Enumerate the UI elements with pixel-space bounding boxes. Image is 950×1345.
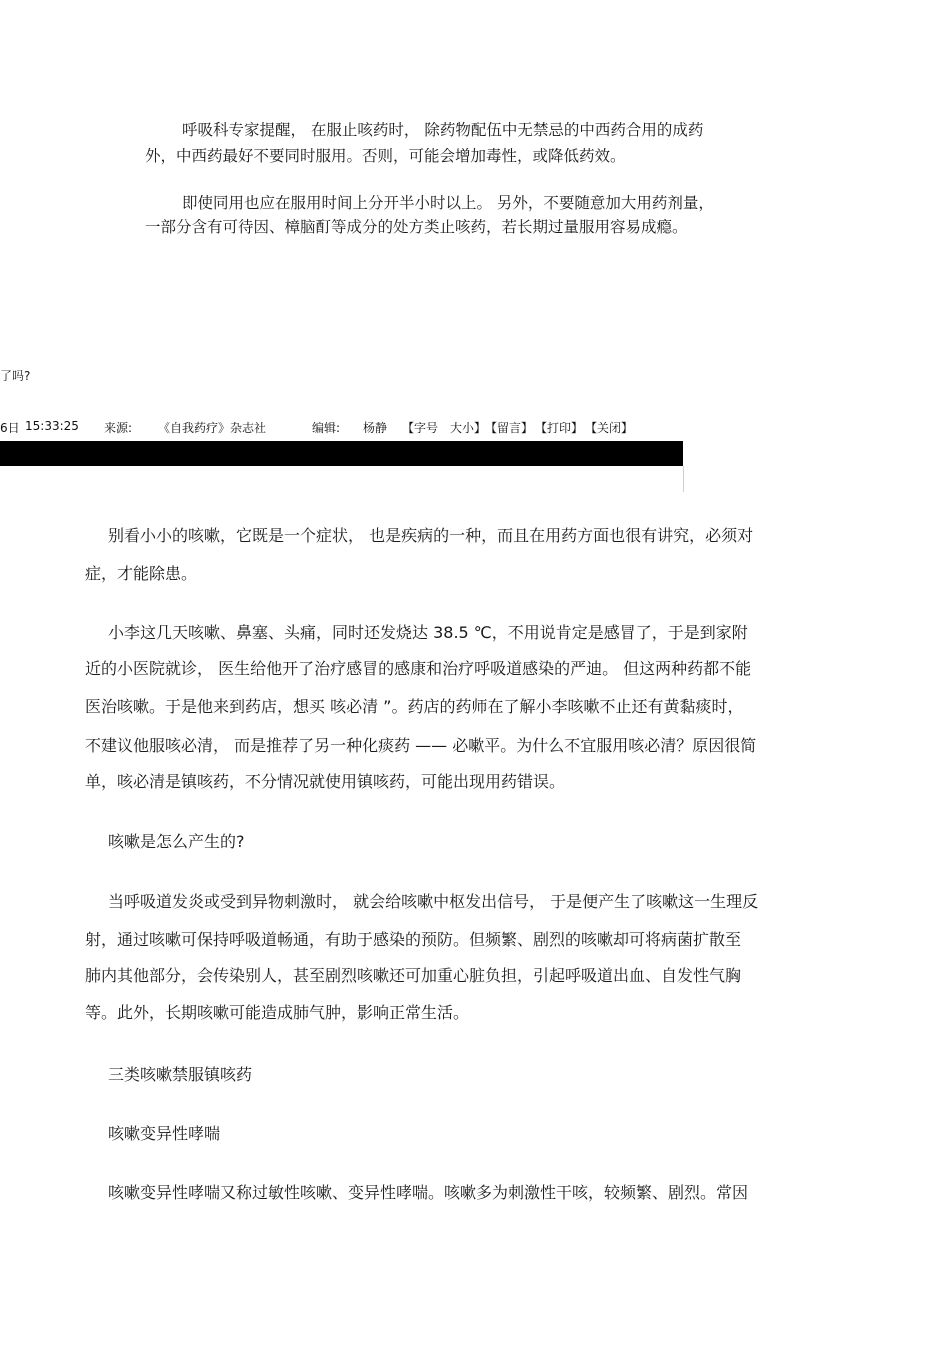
- meta-editor: 杨静: [363, 421, 388, 435]
- body-p2-line-1: 小李这几天咳嗽、鼻塞、头痛，同时还发烧达 38.5 ℃，不用说肯定是感冒了，于是到家附: [108, 623, 748, 642]
- section-heading-three-types: 三类咳嗽禁服镇咳药: [108, 1065, 253, 1084]
- print-link[interactable]: 【打印】: [535, 421, 584, 435]
- close-link[interactable]: 【关闭】: [585, 421, 634, 435]
- font-size-label: 【字号: [402, 421, 439, 435]
- font-size-button[interactable]: 大小】: [450, 421, 487, 435]
- section-heading-cough-origin: 咳嗽是怎么产生的?: [108, 832, 245, 851]
- meta-date: 6日: [0, 421, 20, 435]
- meta-source: 《自我药疗》杂志社: [158, 421, 267, 435]
- meta-time: 15:33:25: [25, 419, 79, 433]
- body-p1-line-1: 别看小小的咳嗽，它既是一个症状， 也是疾病的一种，而且在用药方面也很有讲究，必须对: [108, 526, 754, 545]
- top-paragraph-1-line-1: 呼吸科专家提醒， 在服止咳药时， 除药物配伍中无禁忌的中西药合用的成药: [182, 121, 704, 139]
- body-p4-line-2: 射，通过咳嗽可保持呼吸道畅通，有助于感染的预防。但频繁、剧烈的咳嗽却可将病菌扩散至: [85, 930, 742, 949]
- black-header-bar: [0, 441, 683, 466]
- comment-link[interactable]: 【留言】: [485, 421, 534, 435]
- meta-editor-label: 编辑:: [312, 421, 341, 435]
- body-p2-line-3: 医治咳嗽。于是他来到药店，想买 咳必清 ”。药店的药师在了解小李咳嗽不止还有黄黏痰时，: [85, 697, 744, 716]
- body-p4-line-1: 当呼吸道发炎或受到异物刺激时， 就会给咳嗽中枢发出信号， 于是便产生了咳嗽这一生理反: [108, 892, 759, 911]
- divider-line: [683, 466, 684, 492]
- body-p7-line-1: 咳嗽变异性哮喘又称过敏性咳嗽、变异性哮喘。咳嗽多为刺激性干咳，较频繁、剧烈。常因: [108, 1183, 749, 1202]
- body-p1-line-2: 症，才能除患。: [85, 564, 198, 583]
- body-p2-line-5: 单，咳必清是镇咳药，不分情况就使用镇咳药，可能出现用药错误。: [85, 772, 566, 791]
- body-p2-line-2: 近的小医院就诊， 医生给他开了治疗感冒的感康和治疗呼吸道感染的严迪。 但这两种药都不能: [85, 659, 752, 678]
- section-heading-cough-variant-asthma: 咳嗽变异性哮喘: [108, 1124, 221, 1143]
- article-title-fragment: 了吗?: [0, 369, 31, 383]
- meta-source-label: 来源:: [104, 421, 133, 435]
- top-paragraph-2-line-2: 一部分含有可待因、樟脑酊等成分的处方类止咳药，若长期过量服用容易成瘾。: [145, 218, 688, 236]
- body-p2-line-4: 不建议他服咳必清， 而是推荐了另一种化痰药 —— 必嗽平。为什么不宜服用咳必清？原因很简: [85, 736, 757, 755]
- body-p4-line-4: 等。此外，长期咳嗽可能造成肺气肿，影响正常生活。: [85, 1003, 470, 1022]
- top-paragraph-1-line-2: 外，中西药最好不要同时服用。否则，可能会增加毒性，或降低药效。: [145, 147, 626, 165]
- body-p4-line-3: 肺内其他部分，会传染别人，甚至剧烈咳嗽还可加重心脏负担，引起呼吸道出血、自发性气胸: [85, 966, 742, 985]
- top-paragraph-2-line-1: 即使同用也应在服用时间上分开半小时以上。 另外，不要随意加大用药剂量，: [182, 194, 714, 212]
